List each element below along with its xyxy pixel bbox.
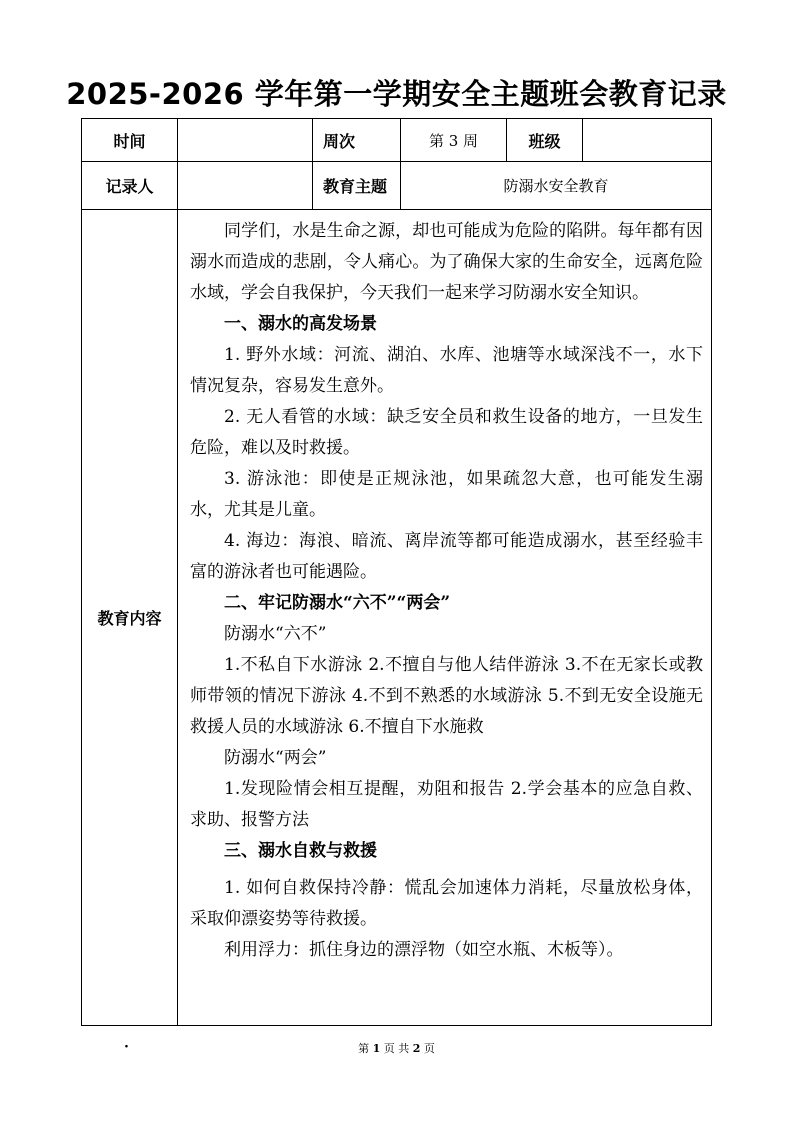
content-label: 教育内容 [82,210,178,1026]
class-value [583,119,712,162]
section1-item: 4. 海边：海浪、暗流、离岸流等都可能造成溺水，甚至经验丰富的游泳者也可能遇险。 [190,531,703,582]
footer-prefix: 第 [358,1042,370,1055]
section1-item: 1. 野外水域：河流、湖泊、水库、池塘等水域深浅不一，水下情况复杂，容易发生意外。 [190,345,703,396]
footer-dot: · [124,1039,129,1055]
page-footer [0,1040,793,1056]
footer-page-number: 1 [372,1042,381,1055]
footer-total-pages: 2 [412,1042,421,1055]
recorder-label: 记录人 [82,162,178,210]
six-no-heading: 防溺水“六不” [224,624,327,644]
footer-suffix: 页 [423,1042,435,1055]
intro-paragraph: 同学们，水是生命之源，却也可能成为危险的陷阱。每年都有因溺水而造成的悲剧，令人痛心。为了确保大家的生命安全，远离危险水域，学会自我保护，今天我们一起来学习防溺水安全知识。 [190,221,703,303]
section3-item: 利用浮力：抓住身边的漂浮物（如空水瓶、木板等）。 [224,940,624,960]
week-value: 第 3 周 [401,119,507,162]
section3-item: 1. 如何自救保持冷静：慌乱会加速体力消耗，尽量放松身体，采取仰漂姿势等待救援。 [190,878,703,929]
record-table [81,118,712,1026]
table-row [82,162,712,210]
section3-heading: 三、溺水自救与救援 [224,841,377,861]
two-can-heading: 防溺水“两会” [224,748,327,768]
time-value [178,119,313,162]
recorder-value [178,162,313,210]
theme-value: 防溺水安全教育 [401,162,712,210]
week-label: 周次 [313,119,401,162]
theme-label: 教育主题 [313,162,401,210]
section1-heading: 一、溺水的高发场景 [224,314,377,334]
time-label: 时间 [82,119,178,162]
content-body [178,210,712,1026]
six-no-text: 1.不私自下水游泳 2.不擅自与他人结伴游泳 3.不在无家长或教师带领的情况下游泳 4.不到不熟悉的水域游泳 5.不到无安全设施无救援人员的水域游泳 6.不擅自下水施救 [190,655,703,737]
table-row [82,210,712,1026]
section2-heading: 二、牢记防溺水“六不”“两会” [224,593,451,613]
class-label: 班级 [507,119,583,162]
section1-item: 2. 无人看管的水域：缺乏安全员和救生设备的地方，一旦发生危险，难以及时救援。 [190,407,703,458]
section1-item: 3. 游泳池：即使是正规泳池，如果疏忽大意，也可能发生溺水，尤其是儿童。 [190,469,703,520]
page-title: 2025-2026 学年第一学期安全主题班会教育记录 [66,77,727,111]
table-row [82,119,712,162]
two-can-text: 1.发现险情会相互提醒，劝阻和报告 2.学会基本的应急自救、求助、报警方法 [190,779,703,830]
footer-middle: 页 共 [383,1042,410,1055]
